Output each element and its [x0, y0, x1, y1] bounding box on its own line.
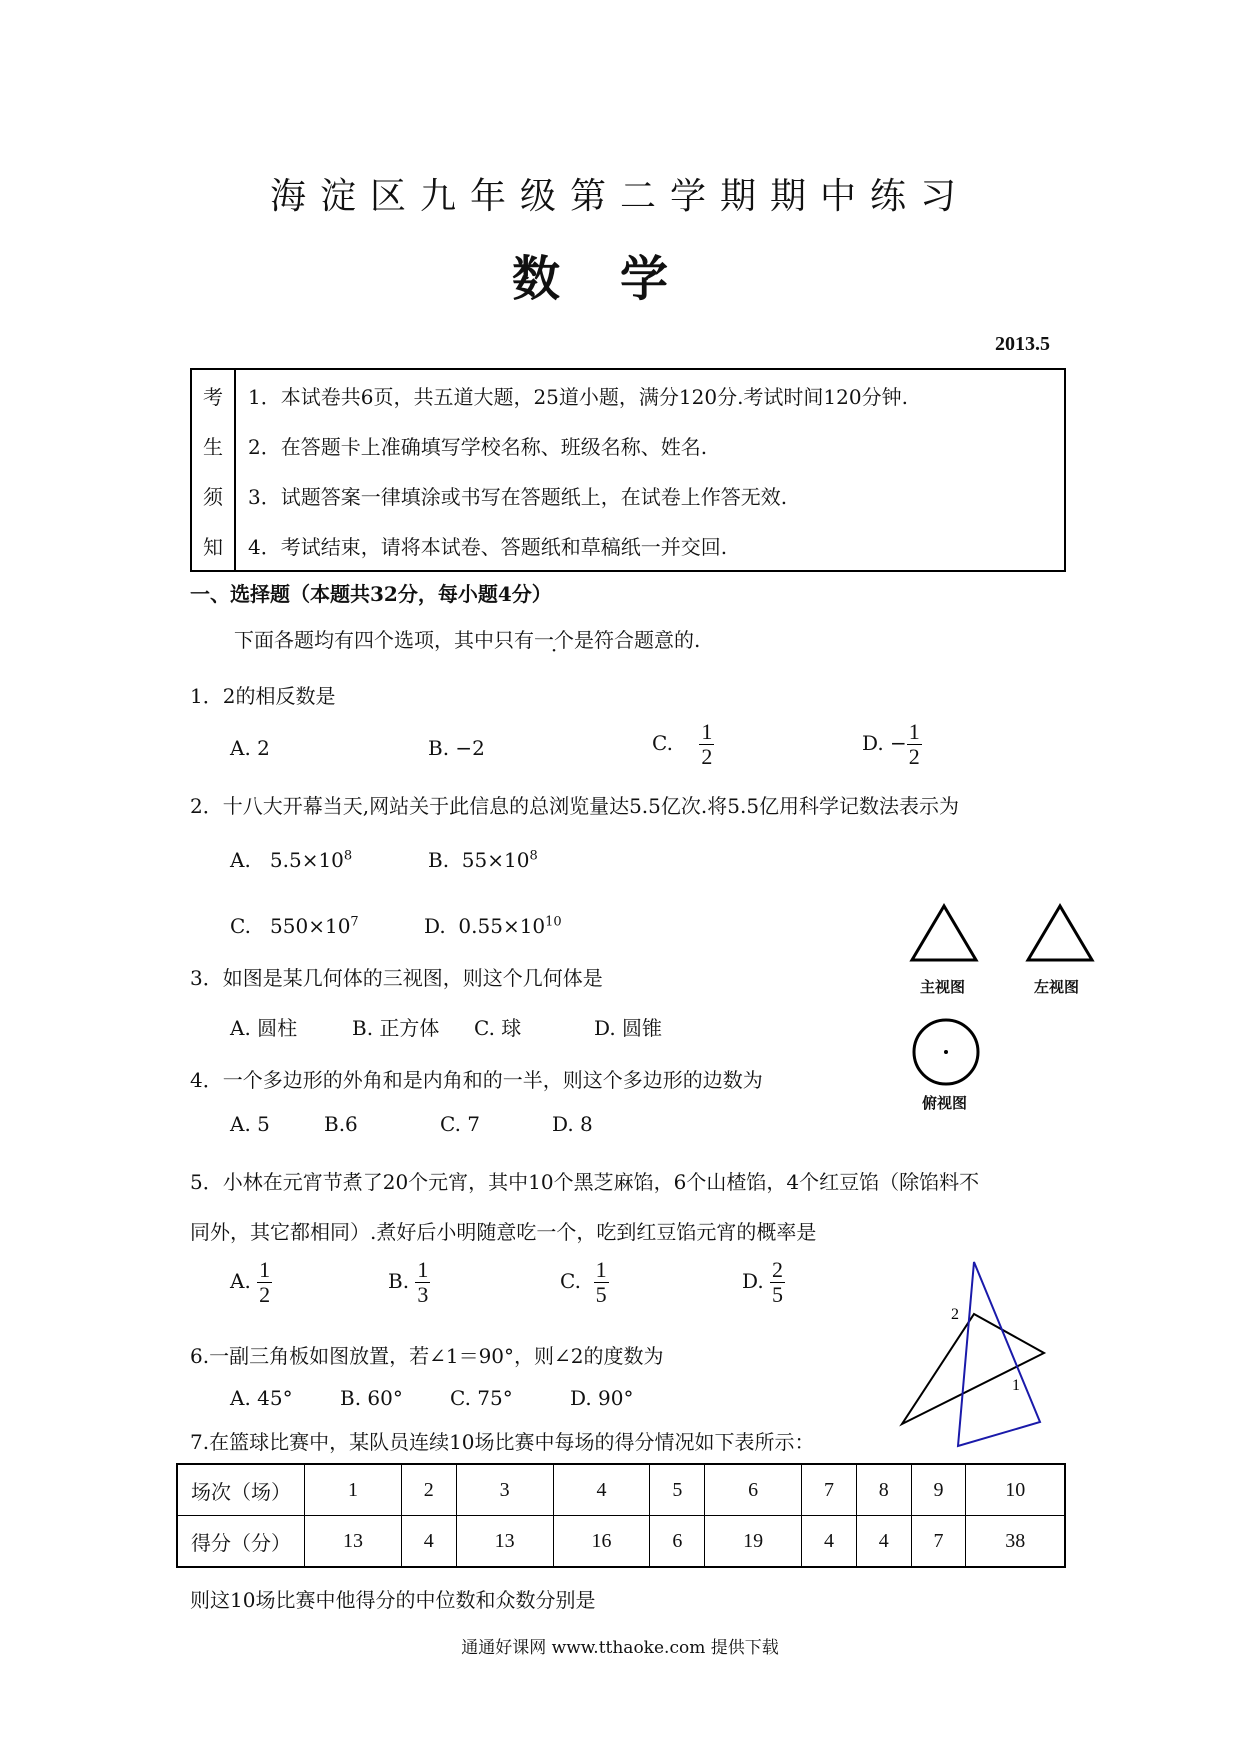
- exponent: 8: [529, 848, 538, 864]
- option-label: D.: [424, 914, 446, 938]
- option-label: A.: [230, 848, 251, 872]
- table-row: [177, 1464, 1065, 1516]
- q5-option-a: [230, 1258, 272, 1307]
- numerator: 1: [908, 719, 920, 744]
- option-label: D.: [742, 1269, 764, 1294]
- q6-option-c: C. 75°: [450, 1386, 513, 1410]
- question-1-stem: 1．2的相反数是: [190, 684, 336, 708]
- table-cell: 4: [401, 1516, 456, 1568]
- table-cell: 1: [305, 1464, 402, 1516]
- table-cell: 4: [856, 1516, 911, 1568]
- denominator: 2: [259, 1282, 271, 1308]
- table-cell: 38: [966, 1516, 1065, 1568]
- table-cell: 3: [456, 1464, 553, 1516]
- option-label: B.: [388, 1269, 410, 1294]
- table-cell: 19: [705, 1516, 802, 1568]
- q6-option-a: A. 45°: [230, 1386, 293, 1410]
- q4-option-a: A. 5: [230, 1112, 270, 1136]
- q4-option-d: D. 8: [552, 1112, 593, 1136]
- option-value: 5.5×10: [269, 848, 344, 872]
- q5-option-d: [742, 1258, 785, 1307]
- numerator: 1: [417, 1257, 429, 1282]
- table-cell: 13: [456, 1516, 553, 1568]
- table-cell: 6: [705, 1464, 802, 1516]
- table-cell: 4: [802, 1516, 857, 1568]
- option-label: C.: [230, 914, 251, 938]
- front-view-label: 主视图: [920, 978, 966, 996]
- table-row: [177, 1516, 1065, 1568]
- fraction: [907, 720, 922, 769]
- q3-option-d: D. 圆锥: [594, 1016, 663, 1040]
- subject-title: 数学: [511, 251, 728, 307]
- row-header: 得分（分）: [177, 1516, 305, 1568]
- q5-option-c: [560, 1258, 609, 1307]
- q2-option-c: [230, 914, 359, 938]
- section-heading: 一、选择题（本题共32分，每小题4分）: [190, 582, 552, 606]
- exam-date: 2013.5: [995, 333, 1050, 355]
- notice-label: 考: [191, 369, 235, 420]
- table-cell: 13: [305, 1516, 402, 1568]
- denominator: 5: [772, 1282, 784, 1308]
- table-cell: 9: [911, 1464, 966, 1516]
- q1-option-b: B. −2: [428, 736, 485, 760]
- left-view-label: 左视图: [1034, 978, 1080, 996]
- question-7-stem: 7.在篮球比赛中，某队员连续10场比赛中每场的得分情况如下表所示：: [190, 1430, 815, 1454]
- table-cell: 2: [401, 1464, 456, 1516]
- table-cell: 10: [966, 1464, 1065, 1516]
- exponent: 7: [350, 914, 359, 930]
- left-view-triangle: [1028, 906, 1092, 960]
- question-6-stem: 6.一副三角板如图放置，若∠1＝90°，则∠2的度数为: [190, 1344, 664, 1368]
- instruction-text: 是符合题意的.: [574, 628, 701, 652]
- angle-1-label: 1: [1012, 1377, 1020, 1394]
- question-2-stem: 2．十八大开幕当天,网站关于此信息的总浏览量达5.5亿次.将5.5亿用科学记数法表示为: [190, 794, 960, 818]
- row-header: 场次（场）: [177, 1464, 305, 1516]
- option-value: 55×10: [461, 848, 530, 872]
- front-view-triangle: [912, 906, 976, 960]
- page-footer: 通通好课网 www.tthaoke.com 提供下载: [461, 1638, 779, 1658]
- notice-item: 4．考试结束，请将本试卷、答题纸和草稿纸一并交回.: [248, 534, 728, 559]
- option-value: 550×10: [270, 914, 351, 938]
- table-cell: 7: [802, 1464, 857, 1516]
- exponent: 8: [343, 848, 353, 864]
- q1-option-c: [652, 720, 714, 769]
- instruction-text: 下面各题均有四个选项，其中只有: [234, 628, 534, 652]
- question-7-followup: 则这10场比赛中他得分的中位数和众数分别是: [190, 1588, 596, 1612]
- exam-notice-box: [190, 368, 1066, 572]
- q4-option-c: C. 7: [440, 1112, 481, 1136]
- option-label: C.: [652, 731, 673, 756]
- top-view-center-dot: [944, 1050, 948, 1054]
- question-5-stem-line1: 5．小林在元宵节煮了20个元宵，其中10个黑芝麻馅，6个山楂馅，4个红豆馅（除馅料不: [190, 1170, 980, 1194]
- triangle-ruler-black: [902, 1314, 1044, 1424]
- fraction: [257, 1258, 272, 1307]
- option-label: C.: [560, 1269, 581, 1294]
- triangle-rulers-figure: [890, 1256, 1060, 1456]
- q6-option-d: D. 90°: [570, 1386, 634, 1410]
- notice-label: 须: [191, 470, 235, 520]
- exam-title: 海淀区九年级第二学期期中练习: [269, 176, 970, 217]
- denominator: 5: [595, 1282, 607, 1308]
- q5-option-b: [388, 1258, 430, 1307]
- table-cell: 5: [650, 1464, 705, 1516]
- option-value: 0.55×10: [458, 914, 546, 938]
- notice-item: 2．在答题卡上准确填写学校名称、班级名称、姓名.: [248, 434, 708, 459]
- q3-option-b: B. 正方体: [352, 1016, 440, 1040]
- table-cell: 4: [553, 1464, 650, 1516]
- q4-option-b: B.6: [324, 1112, 358, 1136]
- question-3-stem: 3．如图是某几何体的三视图，则这个几何体是: [190, 966, 603, 990]
- fraction: [770, 1258, 785, 1307]
- table-cell: 8: [856, 1464, 911, 1516]
- numerator: 1: [701, 719, 713, 744]
- notice-item: 1．本试卷共6页，共五道大题，25道小题，满分120分.考试时间120分钟.: [248, 384, 908, 409]
- table-cell: 7: [911, 1516, 966, 1568]
- fraction: [594, 1258, 609, 1307]
- q3-option-a: A. 圆柱: [230, 1016, 298, 1040]
- fraction: [415, 1258, 430, 1307]
- top-view-label: 俯视图: [922, 1094, 968, 1112]
- numerator: 1: [259, 1257, 271, 1282]
- option-label: B.: [428, 848, 450, 872]
- notice-item: 3．试题答案一律填涂或书写在答题纸上，在试卷上作答无效.: [248, 484, 788, 509]
- q6-option-b: B. 60°: [340, 1386, 403, 1410]
- instruction-emphasis: 一个: [534, 628, 574, 652]
- question-5-stem-line2: 同外，其它都相同）.煮好后小明随意吃一个，吃到红豆馅元宵的概率是: [190, 1220, 817, 1244]
- numerator: 1: [595, 1257, 607, 1282]
- denominator: 2: [701, 744, 713, 770]
- q1-option-d: [862, 720, 922, 769]
- section-instruction: [234, 624, 700, 653]
- option-label: A.: [230, 1269, 251, 1294]
- q3-option-c: C. 球: [474, 1016, 522, 1040]
- table-cell: 6: [650, 1516, 705, 1568]
- q2-option-a: [230, 848, 352, 872]
- denominator: 3: [417, 1282, 429, 1308]
- fraction: [699, 720, 714, 769]
- option-label: D. −: [862, 731, 907, 756]
- notice-label: 生: [191, 420, 235, 470]
- notice-label: 知: [191, 520, 235, 571]
- exponent: 10: [545, 914, 562, 930]
- denominator: 2: [908, 744, 920, 770]
- q2-option-b: [428, 848, 538, 872]
- angle-2-label: 2: [951, 1306, 959, 1323]
- q2-option-d: [424, 914, 562, 938]
- numerator: 2: [772, 1257, 784, 1282]
- table-cell: 16: [553, 1516, 650, 1568]
- score-table: [176, 1463, 1066, 1568]
- q1-option-a: A. 2: [230, 736, 270, 760]
- triangle-ruler-blue: [958, 1262, 1040, 1446]
- question-4-stem: 4．一个多边形的外角和是内角和的一半，则这个多边形的边数为: [190, 1068, 763, 1092]
